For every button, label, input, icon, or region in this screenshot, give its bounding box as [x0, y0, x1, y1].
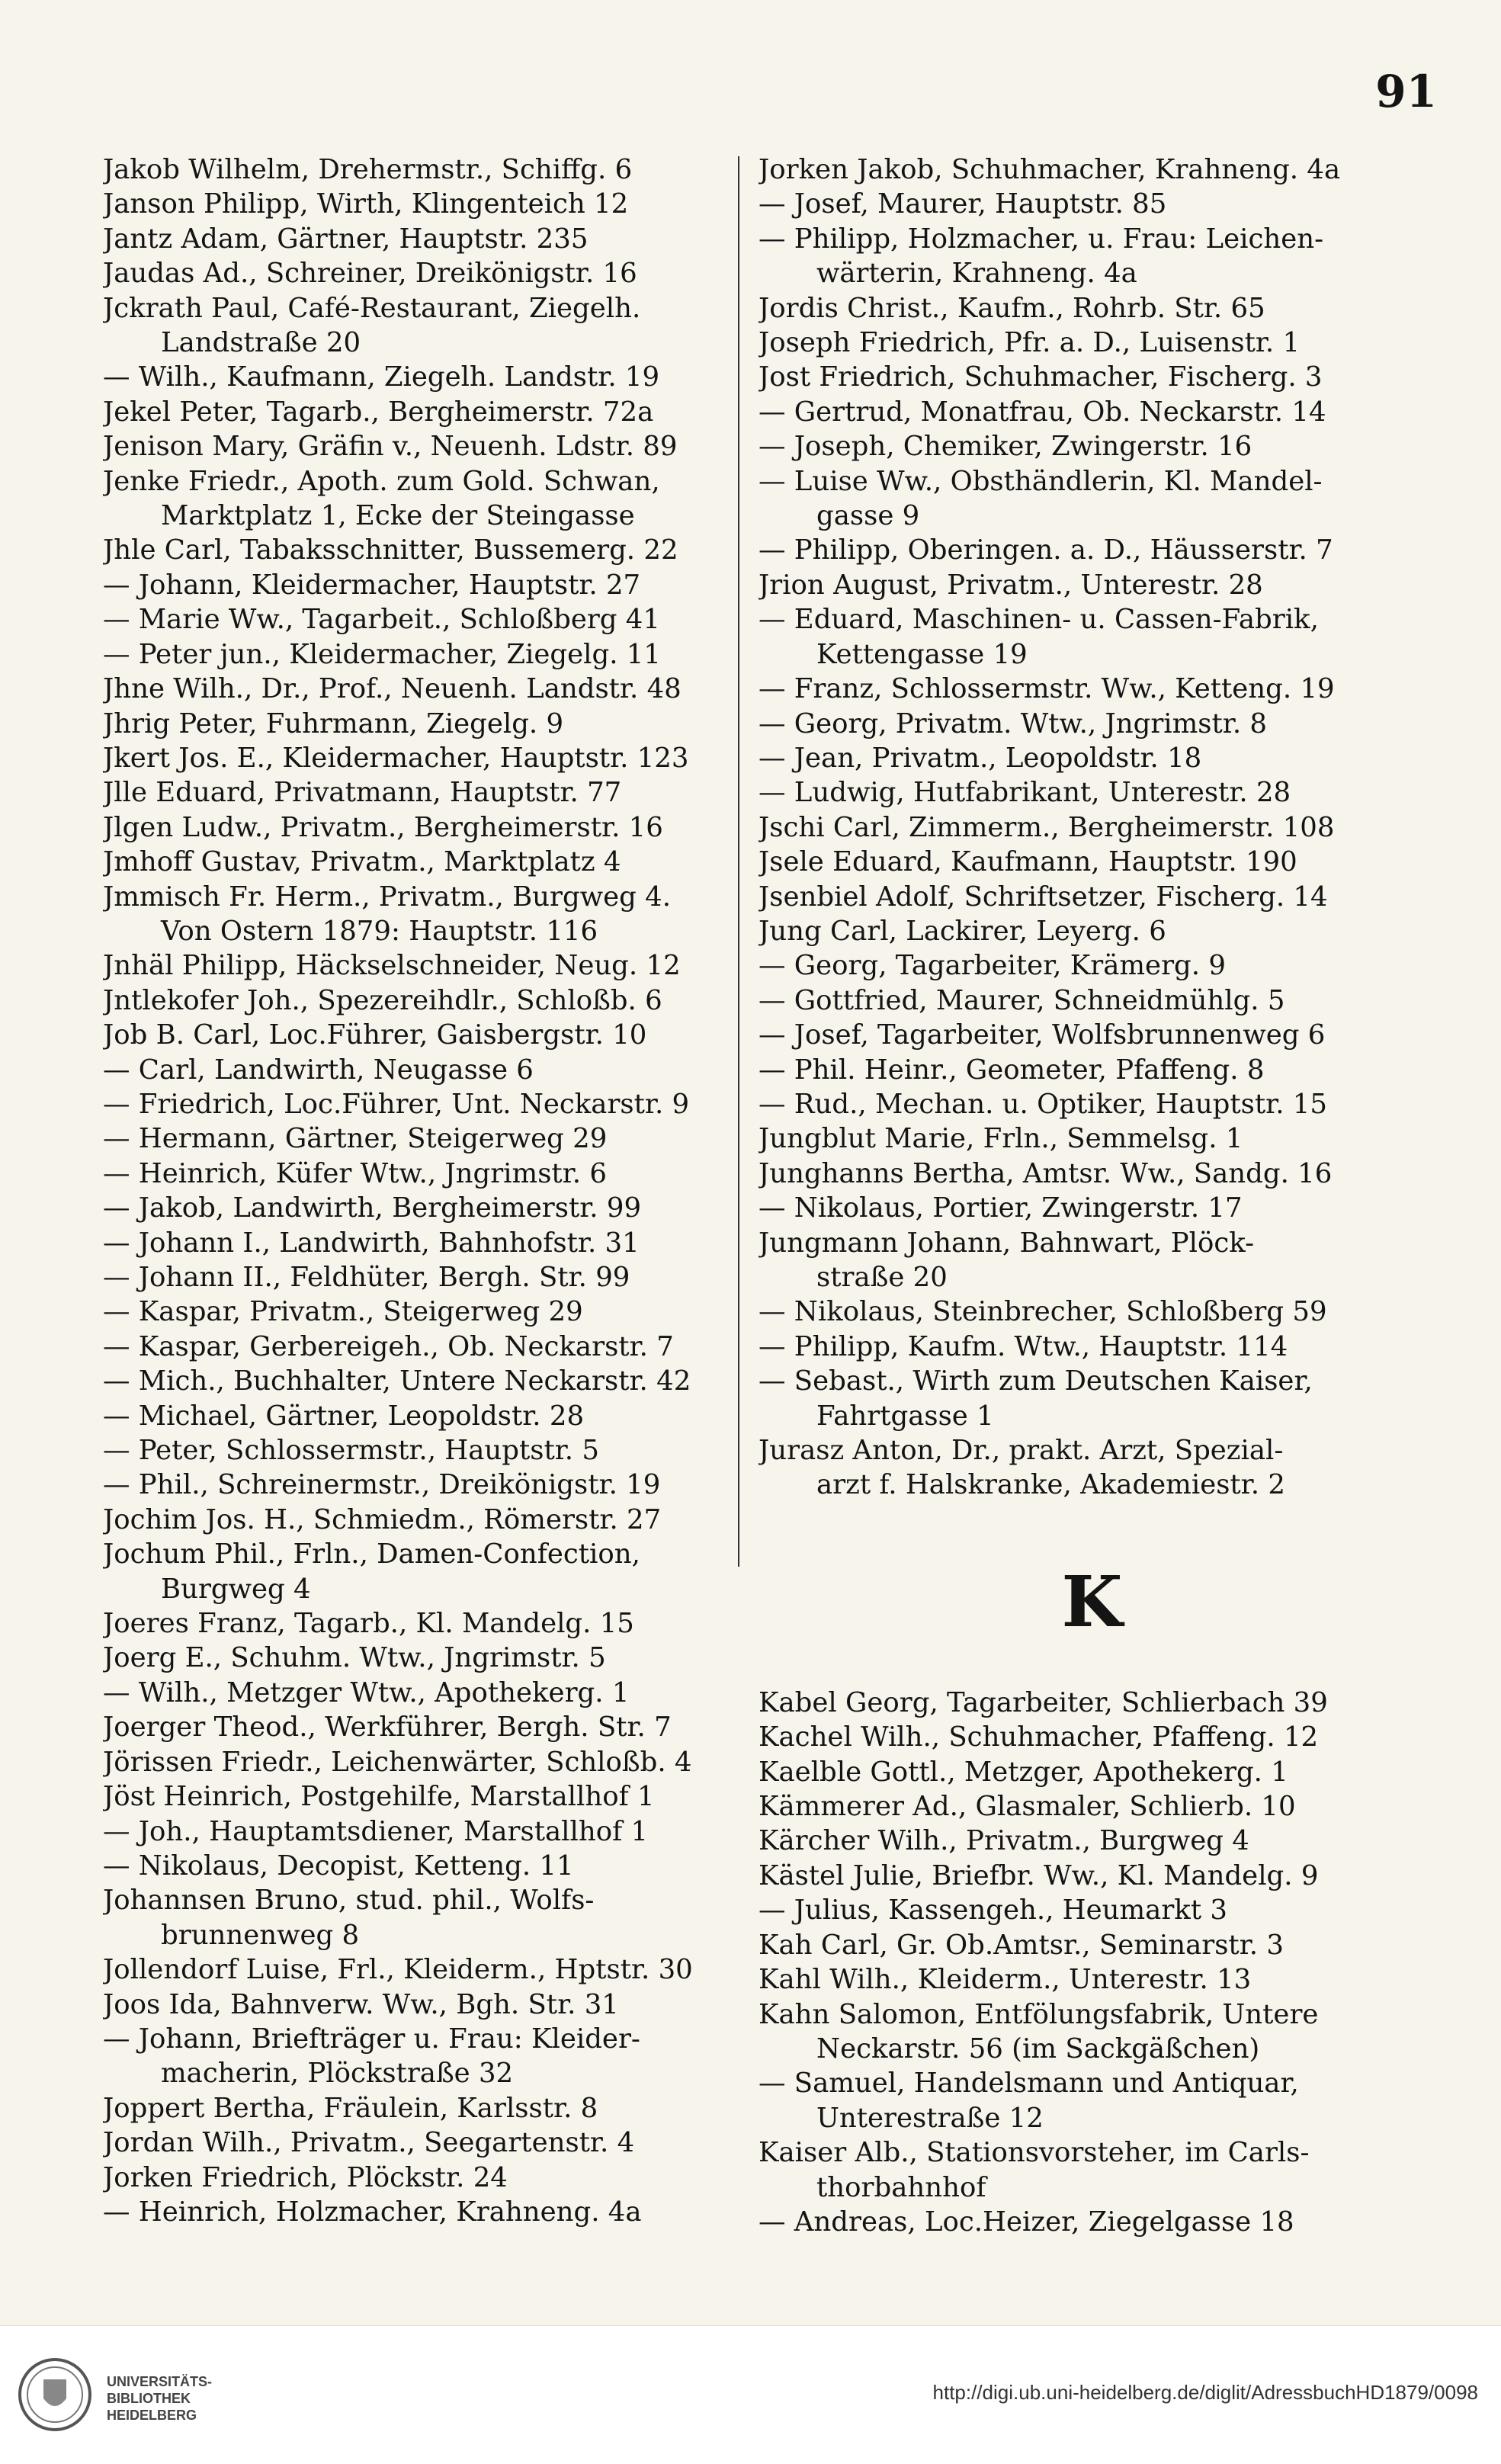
directory-entry: Jhne Wilh., Dr., Prof., Neuenh. Landstr. 48	[103, 673, 682, 705]
directory-entry: Jhle Carl, Tabaksschnitter, Bussemerg. 22	[103, 534, 678, 566]
directory-entry: — Marie Ww., Tagarbeit., Schloßberg 41	[103, 604, 660, 636]
directory-entry: Jochum Phil., Frln., Damen-Confection,	[103, 1538, 640, 1570]
directory-entry: — Jean, Privatm., Leopoldstr. 18	[759, 742, 1202, 774]
directory-entry: Jorken Jakob, Schuhmacher, Krahneng. 4a	[759, 154, 1341, 185]
directory-entry: Joerg E., Schuhm. Wtw., Jngrimstr. 5	[103, 1642, 606, 1674]
directory-entry: Jöst Heinrich, Postgehilfe, Marstallhof 1	[103, 1781, 655, 1813]
directory-entry: — Sebast., Wirth zum Deutschen Kaiser,	[759, 1365, 1313, 1397]
directory-entry: — Wilh., Kaufmann, Ziegelh. Landstr. 19	[103, 361, 660, 393]
source-url-link[interactable]: http://digi.ub.uni-heidelberg.de/diglit/AdressbuchHD1879/0098	[932, 2381, 1478, 2404]
directory-entry: — Joh., Hauptamtsdiener, Marstallhof 1	[103, 1815, 649, 1847]
directory-entry: — Carl, Landwirth, Neugasse 6	[103, 1054, 534, 1086]
directory-entry: — Johann I., Landwirth, Bahnhofstr. 31	[103, 1227, 640, 1259]
directory-entry: Jollendorf Luise, Frl., Kleiderm., Hptstr. 30	[103, 1954, 693, 1986]
directory-entry: Jenison Mary, Gräfin v., Neuenh. Ldstr. 89	[103, 431, 678, 463]
university-seal-icon	[17, 2357, 93, 2433]
directory-entry: Jungmann Johann, Bahnwart, Plöck-	[759, 1227, 1255, 1259]
directory-entry: — Peter jun., Kleidermacher, Ziegelg. 11	[103, 638, 661, 670]
directory-entry: Kah Carl, Gr. Ob.Amtsr., Seminarstr. 3	[759, 1929, 1284, 1961]
directory-entry: Jkert Jos. E., Kleidermacher, Hauptstr. 123	[103, 742, 689, 774]
directory-entry: Von Ostern 1879: Hauptstr. 116	[161, 915, 598, 947]
directory-entry: Junghanns Bertha, Amtsr. Ww., Sandg. 16	[759, 1157, 1333, 1189]
directory-entry: — Nikolaus, Portier, Zwingerstr. 17	[759, 1192, 1243, 1224]
directory-entry: — Philipp, Oberingen. a. D., Häusserstr. 7	[759, 534, 1333, 566]
directory-entry: brunnenweg 8	[161, 1919, 360, 1951]
directory-entry: — Samuel, Handelsmann und Antiquar,	[759, 2068, 1299, 2100]
directory-entry: Kärcher Wilh., Privatm., Burgweg 4	[759, 1825, 1249, 1857]
directory-entry: Jenke Friedr., Apoth. zum Gold. Schwan,	[103, 465, 660, 497]
directory-entry: Joeres Franz, Tagarb., Kl. Mandelg. 15	[103, 1608, 634, 1640]
directory-entry: wärterin, Krahneng. 4a	[816, 258, 1137, 290]
directory-entry: — Philipp, Holzmacher, u. Frau: Leichen-	[759, 223, 1324, 255]
library-name-line-1: UNIVERSITÄTS-	[107, 2374, 213, 2389]
left-column	[103, 152, 728, 2229]
directory-entry: Unterestraße 12	[816, 2102, 1044, 2134]
directory-entry: — Luise Ww., Obsthändlerin, Kl. Mandel-	[759, 465, 1323, 497]
directory-entry: — Josef, Maurer, Hauptstr. 85	[759, 188, 1167, 220]
column-divider	[738, 156, 739, 1567]
directory-entry: — Johann, Briefträger u. Frau: Kleider-	[103, 2023, 640, 2055]
right-column	[759, 152, 1426, 2239]
directory-entry: — Heinrich, Holzmacher, Krahneng. 4a	[103, 2196, 642, 2228]
directory-entry: Jrion August, Privatm., Unterestr. 28	[759, 569, 1263, 601]
footer	[0, 2325, 1501, 2464]
directory-entry: — Andreas, Loc.Heizer, Ziegelgasse 18	[759, 2206, 1294, 2238]
directory-entry: Jung Carl, Lackirer, Leyerg. 6	[759, 915, 1166, 947]
directory-entry: Jordan Wilh., Privatm., Seegartenstr. 4	[103, 2127, 635, 2159]
directory-entry: — Georg, Privatm. Wtw., Jngrimstr. 8	[759, 707, 1268, 740]
directory-entry: Jmhoff Gustav, Privatm., Marktplatz 4	[103, 846, 621, 878]
directory-entry: — Ludwig, Hutfabrikant, Unterestr. 28	[759, 777, 1291, 809]
directory-entry: Jost Friedrich, Schuhmacher, Fischerg. 3	[759, 361, 1323, 393]
directory-entry: Jekel Peter, Tagarb., Bergheimerstr. 72a	[103, 396, 654, 428]
directory-entry: — Gottfried, Maurer, Schneidmühlg. 5	[759, 984, 1285, 1016]
directory-entry: — Mich., Buchhalter, Untere Neckarstr. 42	[103, 1365, 691, 1397]
directory-entry: Jntlekofer Joh., Spezereihdlr., Schloßb. 6	[103, 984, 662, 1016]
directory-entry: — Kaspar, Privatm., Steigerweg 29	[103, 1296, 583, 1328]
right-column-j-entries	[759, 152, 1426, 1503]
directory-entry: — Eduard, Maschinen- u. Cassen-Fabrik,	[759, 604, 1319, 636]
directory-entry: — Friedrich, Loc.Führer, Unt. Neckarstr. 9	[103, 1088, 690, 1120]
directory-entry: Jlgen Ludw., Privatm., Bergheimerstr. 16	[103, 811, 663, 843]
directory-entry: — Kaspar, Gerbereigeh., Ob. Neckarstr. 7	[103, 1330, 674, 1362]
directory-entry: Landstraße 20	[161, 327, 361, 359]
directory-entry: Jhrig Peter, Fuhrmann, Ziegelg. 9	[103, 707, 564, 740]
directory-entry: — Hermann, Gärtner, Steigerweg 29	[103, 1123, 608, 1155]
directory-entry: Kettengasse 19	[816, 638, 1028, 670]
directory-entry: Jsenbiel Adolf, Schriftsetzer, Fischerg. 14	[759, 881, 1328, 913]
directory-entry: — Johann, Kleidermacher, Hauptstr. 27	[103, 569, 641, 601]
directory-entry: Jurasz Anton, Dr., prakt. Arzt, Spezial-	[759, 1435, 1284, 1467]
directory-entry: Kahn Salomon, Entfölungsfabrik, Untere	[759, 1998, 1319, 2030]
directory-entry: Johannsen Bruno, stud. phil., Wolfs-	[103, 1885, 595, 1917]
directory-entry: — Heinrich, Küfer Wtw., Jngrimstr. 6	[103, 1157, 607, 1189]
library-name-line-3: HEIDELBERG	[107, 2408, 197, 2423]
directory-entry: Janson Philipp, Wirth, Klingenteich 12	[103, 188, 629, 220]
directory-entry: — Georg, Tagarbeiter, Krämerg. 9	[759, 950, 1226, 982]
directory-entry: Joos Ida, Bahnverw. Ww., Bgh. Str. 31	[103, 1988, 619, 2020]
directory-entry: Joseph Friedrich, Pfr. a. D., Luisenstr. 1	[759, 327, 1301, 359]
right-column-k-entries	[759, 1686, 1426, 2240]
library-name	[107, 2373, 212, 2424]
directory-entry: Neckarstr. 56 (im Sackgäßchen)	[816, 2032, 1260, 2065]
directory-entry: — Franz, Schlossermstr. Ww., Ketteng. 19	[759, 673, 1335, 705]
directory-entry: Jochim Jos. H., Schmiedm., Römerstr. 27	[103, 1503, 662, 1535]
library-name-line-2: BIBLIOTHEK	[107, 2391, 191, 2406]
directory-entry: Job B. Carl, Loc.Führer, Gaisbergstr. 10	[103, 1019, 647, 1051]
section-letter-k: K	[1061, 1560, 1123, 1643]
directory-entry: Jsele Eduard, Kaufmann, Hauptstr. 190	[759, 846, 1297, 878]
directory-entry: gasse 9	[816, 500, 920, 532]
directory-entry: Jorken Friedrich, Plöckstr. 24	[103, 2161, 508, 2193]
directory-entry: Kahl Wilh., Kleiderm., Unterestr. 13	[759, 1964, 1252, 1996]
directory-entry: Kaiser Alb., Stationsvorsteher, im Carls-	[759, 2137, 1310, 2169]
directory-entry: — Jakob, Landwirth, Bergheimerstr. 99	[103, 1192, 642, 1224]
directory-entry: — Phil., Schreinermstr., Dreikönigstr. 19	[103, 1469, 661, 1501]
directory-entry: — Phil. Heinr., Geometer, Pfaffeng. 8	[759, 1054, 1265, 1086]
directory-entry: thorbahnhof	[816, 2171, 986, 2203]
directory-entry: Fahrtgasse 1	[816, 1400, 994, 1432]
directory-entry: Jckrath Paul, Café-Restaurant, Ziegelh.	[103, 292, 641, 324]
directory-entry: — Julius, Kassengeh., Heumarkt 3	[759, 1895, 1227, 1927]
directory-entry: Kabel Georg, Tagarbeiter, Schlierbach 39	[759, 1686, 1328, 1718]
directory-entry: Jmmisch Fr. Herm., Privatm., Burgweg 4.	[103, 881, 672, 913]
directory-entry: Jakob Wilhelm, Drehermstr., Schiffg. 6	[103, 154, 633, 185]
directory-entry: Jnhäl Philipp, Häckselschneider, Neug. 12	[103, 950, 681, 982]
directory-entry: Joerger Theod., Werkführer, Bergh. Str. 7	[103, 1712, 672, 1744]
directory-entry: Jörissen Friedr., Leichenwärter, Schloßb. 4	[103, 1746, 692, 1778]
directory-entry: macherin, Plöckstraße 32	[161, 2058, 514, 2090]
directory-entry: Burgweg 4	[161, 1573, 311, 1605]
directory-entry: — Nikolaus, Decopist, Ketteng. 11	[103, 1850, 574, 1882]
directory-entry: Jaudas Ad., Schreiner, Dreikönigstr. 16	[103, 258, 637, 290]
directory-entry: Kaelble Gottl., Metzger, Apothekerg. 1	[759, 1756, 1288, 1788]
directory-entry: — Johann II., Feldhüter, Bergh. Str. 99	[103, 1262, 630, 1293]
directory-entry: — Nikolaus, Steinbrecher, Schloßberg 59	[759, 1296, 1327, 1328]
directory-entry: Joppert Bertha, Fräulein, Karlsstr. 8	[103, 2092, 598, 2124]
directory-entry: Jordis Christ., Kaufm., Rohrb. Str. 65	[759, 292, 1265, 324]
directory-entry: straße 20	[816, 1262, 948, 1293]
directory-entry: Jungblut Marie, Frln., Semmelsg. 1	[759, 1123, 1243, 1155]
directory-entry: Jantz Adam, Gärtner, Hauptstr. 235	[103, 223, 589, 255]
directory-entry: Kachel Wilh., Schuhmacher, Pfaffeng. 12	[759, 1721, 1319, 1753]
directory-entry: Jlle Eduard, Privatmann, Hauptstr. 77	[103, 777, 622, 809]
directory-entry: Marktplatz 1, Ecke der Steingasse	[161, 500, 635, 532]
directory-entry: — Peter, Schlossermstr., Hauptstr. 5	[103, 1435, 599, 1467]
directory-entry: — Josef, Tagarbeiter, Wolfsbrunnenweg 6	[759, 1019, 1326, 1051]
directory-entry: Jschi Carl, Zimmerm., Bergheimerstr. 108	[759, 811, 1335, 843]
page-number: 91	[1375, 66, 1437, 117]
directory-entry: — Rud., Mechan. u. Optiker, Hauptstr. 15	[759, 1088, 1327, 1120]
directory-entry: — Gertrud, Monatfrau, Ob. Neckarstr. 14	[759, 396, 1326, 428]
directory-entry: arzt f. Halskranke, Akademiestr. 2	[816, 1469, 1285, 1501]
directory-entry: — Joseph, Chemiker, Zwingerstr. 16	[759, 431, 1252, 463]
directory-entry: Kästel Julie, Briefbr. Ww., Kl. Mandelg. 9	[759, 1859, 1319, 1891]
directory-entry: — Michael, Gärtner, Leopoldstr. 28	[103, 1400, 585, 1432]
directory-entry: — Philipp, Kaufm. Wtw., Hauptstr. 114	[759, 1330, 1288, 1362]
directory-entry: — Wilh., Metzger Wtw., Apothekerg. 1	[103, 1676, 630, 1708]
directory-entry: Kämmerer Ad., Glasmaler, Schlierb. 10	[759, 1791, 1296, 1823]
